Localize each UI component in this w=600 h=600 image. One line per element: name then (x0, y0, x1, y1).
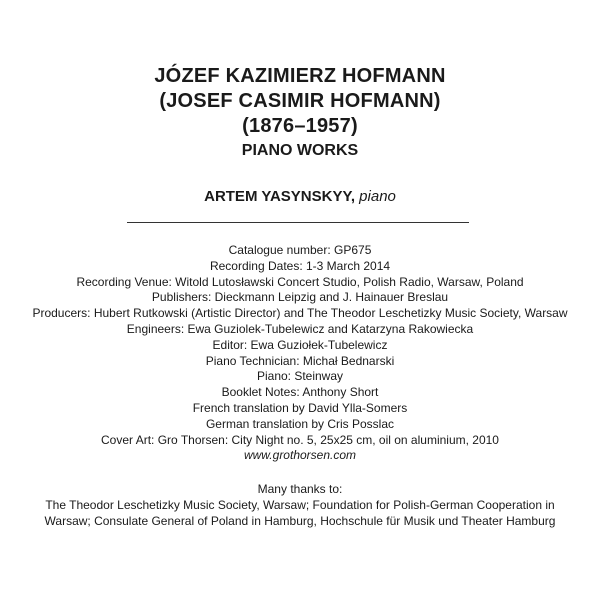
catalogue-number: Catalogue number: GP675 (228, 243, 372, 257)
producers: Producers: Hubert Rutkowski (Artistic Director) and The Theodor Leschetizky Music Society, Warsaw (32, 306, 568, 321)
thanks-heading: Many thanks to: (257, 482, 343, 496)
booklet-notes: Booklet Notes: Anthony Short (221, 385, 379, 400)
editor: Editor: Ewa Guziołek-Tubelewicz (212, 337, 388, 352)
divider-line (127, 222, 469, 223)
artist-website: www.grothorsen.com (243, 448, 357, 463)
composer-dates: (1876–1957) (242, 115, 358, 137)
french-translation: French translation by David Ylla-Somers (192, 400, 408, 415)
thanks-block (0, 482, 600, 529)
performer-name: ARTEM YASYNSKYY, (204, 188, 355, 205)
engineers: Engineers: Ewa Guziolek-Tubelewicz and Katarzyna Rakowiecka (126, 321, 474, 336)
publishers: Publishers: Dieckmann Leipzig and J. Hainauer Breslau (151, 290, 449, 305)
thanks-line-1: The Theodor Leschetizky Music Society, Warsaw; Foundation for Polish-German Cooperation in (45, 497, 555, 512)
composer-name-alternate: (JOSEF CASIMIR HOFMANN) (159, 90, 441, 112)
recording-venue: Recording Venue: Witold Lutosławski Concert Studio, Polish Radio, Warsaw, Poland (76, 274, 524, 289)
title-block (0, 64, 600, 161)
german-translation: German translation by Cris Posslac (205, 416, 395, 431)
performer-line (0, 187, 600, 207)
cover-art: Cover Art: Gro Thorsen: City Night no. 5, 25x25 cm, oil on aluminium, 2010 (101, 432, 499, 447)
thanks-line-2: Warsaw; Consulate General of Poland in Hamburg, Hochschule für Musik und Theater Hamburg (44, 513, 556, 528)
piano-technician: Piano Technician: Michał Bednarski (205, 353, 395, 368)
piano: Piano: Steinway (256, 369, 344, 384)
recording-dates: Recording Dates: 1-3 March 2014 (209, 258, 391, 273)
composer-name: JÓZEF KAZIMIERZ HOFMANN (154, 65, 446, 87)
album-subtitle: PIANO WORKS (241, 142, 359, 159)
credits-block (0, 243, 600, 464)
performer-instrument: piano (359, 188, 396, 205)
